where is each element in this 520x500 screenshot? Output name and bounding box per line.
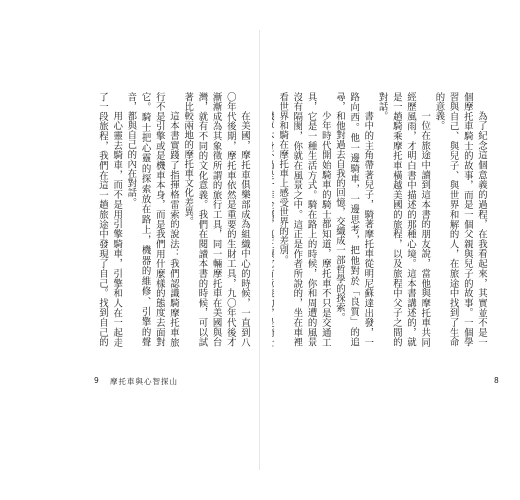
paragraph [272,92,275,347]
paragraph: 一位在旅途中讀到這本書的朋友說，當他與摩托車共同經歷風雨，才明白書中描述的那種心境。這本書講述的，就是一趟騎乘摩托車橫越美國的旅程，以及旅程中父子之間的對話。 [376,92,431,347]
paragraph: 為了紀念這個意義的過程，在我看起來，其實並不是一個摩托車騎士的故事，而是一個父親與兒子的故事。一個學習與自己、與兒子、與世界和解的人，在旅途中找到了生命的意義。 [433,92,487,347]
paragraph: 在美國，摩托車俱樂部成為組織中心的時候，一直到八〇年代後期，摩托車依然是重要的生財工具，九〇年代後才漸漸成為其象徵所謂的旅行工具，同一輛摩托車在美國與台灣，就有不同的文化意義。我們在閱讀本書的時候，可以試著比較兩地的摩托車文化差異。 [182,92,250,347]
paragraph: 這本書實踐了指揮格雷索的說法：我們認識騎摩托車旅行不是引擎或是機車本身，而是我們用什麼樣的態度去面對它。騎士把心靈的探索放在路上，機器的維修、引擎的聲音，都與自己的內在對話。 [125,92,179,347]
page-number: 9 [94,376,99,385]
paragraph: 用心靈去騎車，而不是用引擎騎車，引擎和人在一起走了一段旅程，我們在這一趟旅途中發現了自己。找到自己的 [96,92,123,347]
right-page [260,0,520,500]
right-page-body-text [272,92,488,347]
paragraph: 少年時代開始騎車的騎士都知道，摩托車不只是交通工具，它是一種生活方式。騎在路上的時候，你和周遭的風景沒有隔閡，你就在風景之中。這正是作者所說的，坐在車裡看世界和騎在摩托車上感受世界的差別。 [277,92,331,347]
running-head: 摩托車與心智探山 [110,377,178,386]
page-number: 8 [494,376,499,385]
left-page-body-text [95,92,251,347]
paragraph: 書中的主角帶著兒子，騎著摩托車從明尼蘇達出發，一路向西。他一邊騎車，一邊思考，把他對於「良質」的追尋，和他對過去自我的回憶，交織成一部哲學的探索。 [333,92,374,347]
